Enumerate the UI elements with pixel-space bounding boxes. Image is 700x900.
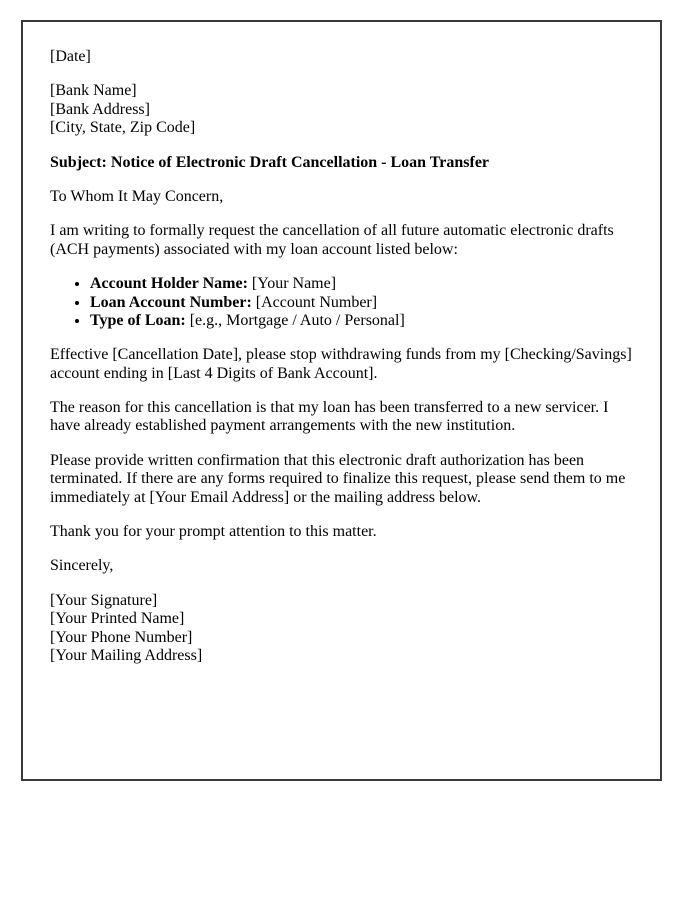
salutation: [50, 188, 633, 206]
signature-line: [Your Signature]: [50, 591, 158, 609]
letter-page: [21, 20, 662, 781]
signoff-text: Sincerely,: [50, 557, 114, 575]
list-item-loan-account-number: [90, 294, 633, 312]
list-item-value: [e.g., Mortgage / Auto / Personal]: [185, 311, 405, 329]
reason-paragraph: [50, 399, 633, 436]
list-item-label: Type of Loan:: [90, 311, 186, 329]
thanks-text: Thank you for your prompt attention to this matter.: [50, 523, 377, 541]
phone-number-line: [Your Phone Number]: [50, 628, 193, 646]
thanks-paragraph: [50, 523, 633, 541]
list-item-label: Loan Account Number:: [90, 293, 252, 311]
recipient-block: [50, 82, 633, 137]
subject-line: [50, 154, 633, 172]
effective-paragraph: [50, 346, 633, 383]
account-details-list: [50, 275, 633, 330]
reason-text: The reason for this cancellation is that my loan has been transferred to a new servicer. I have already established payment arrangements with the new institution.: [50, 399, 609, 435]
confirmation-text: Please provide written confirmation that this electronic draft authorization has been terminated. If there are any forms required to finalize this request, please send them to me immediately at [Your Email Address] or the mailing address below.: [50, 451, 626, 506]
list-item-value: [Account Number]: [251, 293, 378, 311]
signoff-line: [50, 557, 633, 575]
mailing-address-line: [Your Mailing Address]: [50, 646, 203, 664]
list-item-loan-type: [90, 312, 633, 330]
list-item-value: [Your Name]: [247, 275, 337, 293]
intro-text: I am writing to formally request the cancellation of all future automatic electronic drafts (ACH payments) associated with my loan account listed below:: [50, 222, 614, 258]
printed-name-line: [Your Printed Name]: [50, 610, 185, 628]
date-text: [Date]: [50, 48, 91, 65]
recipient-bank-address: [Bank Address]: [50, 100, 150, 118]
recipient-bank-name: [Bank Name]: [50, 82, 137, 100]
intro-paragraph: [50, 222, 633, 259]
salutation-text: To Whom It May Concern,: [50, 187, 224, 205]
date-line: [50, 48, 633, 66]
confirmation-paragraph: [50, 452, 633, 507]
signature-block: [50, 592, 633, 666]
list-item-label: Account Holder Name:: [90, 275, 248, 293]
effective-text: Effective [Cancellation Date], please stop withdrawing funds from my [Checking/Savings] account ending in [Last 4 Digits of Bank Account].: [50, 346, 632, 382]
subject-text: Subject: Notice of Electronic Draft Cancellation - Loan Transfer: [50, 153, 490, 171]
recipient-city-state-zip: [City, State, Zip Code]: [50, 119, 196, 137]
list-item-account-holder: [90, 275, 633, 293]
